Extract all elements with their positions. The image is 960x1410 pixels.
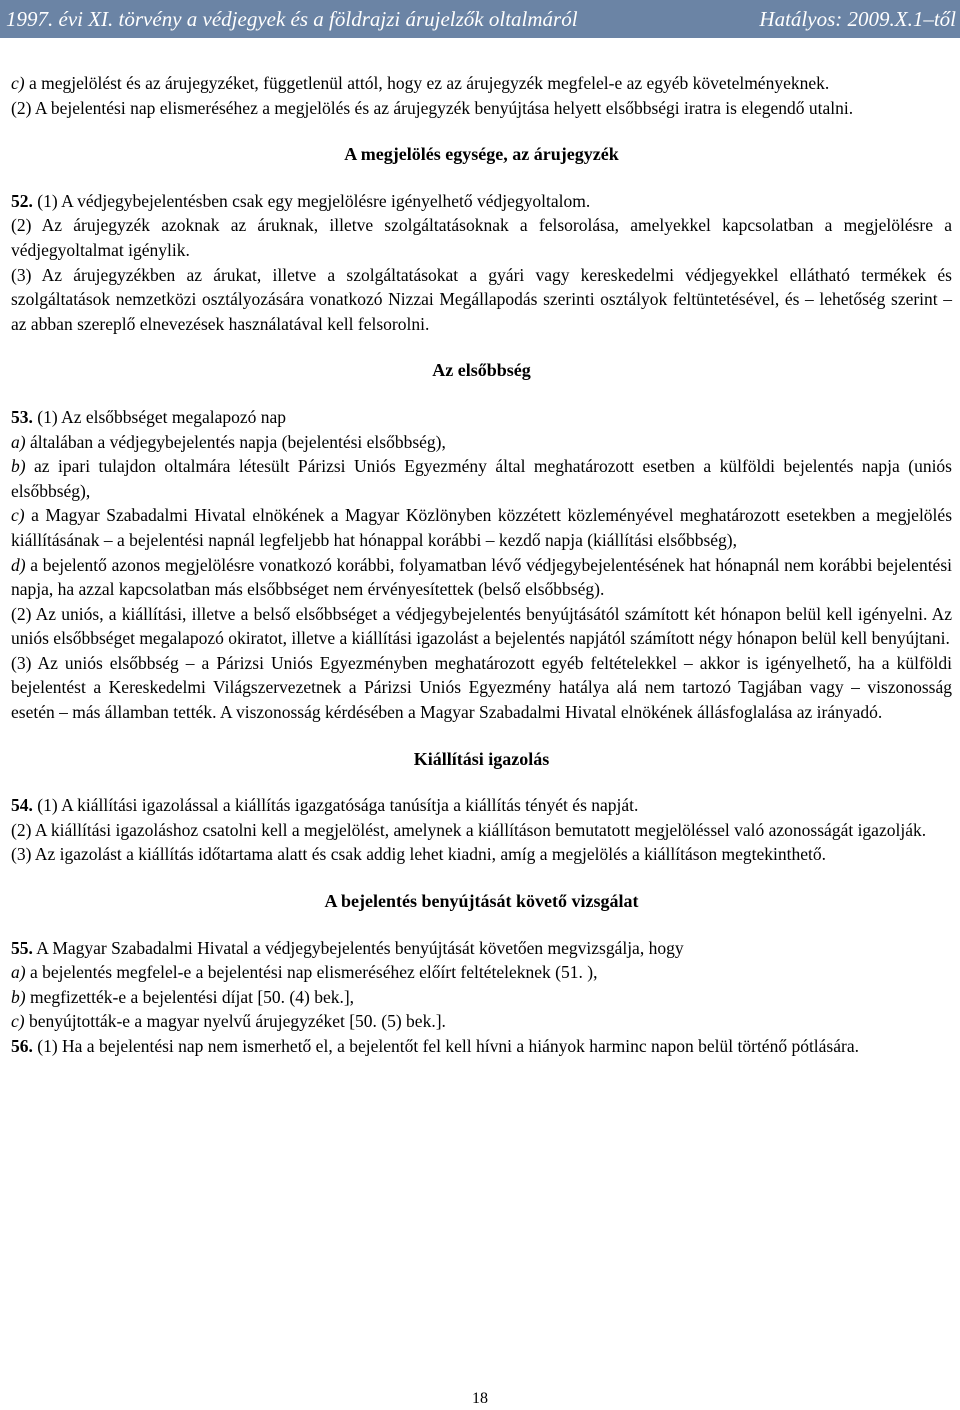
paragraph: (3) Az igazolást a kiállítás időtartama alatt és csak addig lehet kiadni, amíg a megjelölés a kiállításon megtekinthető. (11, 844, 826, 865)
section-number: 54. (11, 795, 33, 816)
page-number: 18 (472, 1390, 488, 1407)
section-heading: Kiállítási igazolás (413, 748, 550, 769)
paragraph: 54. (1) A kiállítási igazolással a kiállítás igazgatósága tanúsítja a kiállítás tényét és napját. (11, 795, 639, 816)
paragraph: 56. (1) Ha a bejelentési nap nem ismerhető el, a bejelentőt fel kell hívni a hiányok harminc napon belül történő pótlására. (11, 1036, 859, 1056)
section-heading: A megjelölés egysége, az árujegyzék (344, 144, 619, 165)
header-effective-date: Hatályos: 2009.X.1–től (759, 7, 956, 31)
section-number: 56. (11, 1036, 33, 1056)
item-label: d) (11, 554, 26, 575)
section-number: 53. (11, 406, 33, 427)
section-heading: Az elsőbbség (432, 360, 531, 381)
paragraph: 55. A Magyar Szabadalmi Hivatal a védjegybejelentés benyújtását követően megvizsgálja, hogy (11, 937, 684, 958)
paragraph: c) a Magyar Szabadalmi Hivatal elnökének a Magyar Közlönyben közzétett közleményével meghatározott esetekben a megjelölés kiállításának – a bejelentési napnál legfeljebb hat hónappal korábbi – kezdő napja (kiállítási elsőbbség), (11, 505, 952, 550)
paragraph: c) a megjelölést és az árujegyzéket, függetlenül attól, hogy ez az árujegyzék megfelel-e az egyéb követelményeknek. (11, 73, 830, 93)
paragraph: d) a bejelentő azonos megjelölésre vonatkozó korábbi, folyamatban lévő védjegybejelentésének hat hónapnál nem korábbi bejelentési napja, ha azzal kapcsolatban más elsőbbséget nem érvényesítettek (belső elsőbbség). (11, 554, 952, 600)
item-label: b) (11, 986, 26, 1007)
item-label: c) (11, 505, 25, 526)
item-label: a) (11, 431, 26, 452)
document-header (0, 0, 960, 38)
paragraph: (2) A bejelentési nap elismeréséhez a megjelölés és az árujegyzék benyújtása helyett elsőbbségi iratra is elegendő utalni. (11, 97, 854, 118)
paragraph: (3) Az uniós elsőbbség – a Párizsi Uniós Egyezményben meghatározott egyéb feltételekkel – akkor is igényelhető, ha a külföldi bejelentést a Kereskedelmi Világszervezetnek a Párizsi Uniós Egyezmény hatálya alá nem tartozó Tagjában vagy – viszonosság esetén – más államban tették. A viszonosság kérdésében a Magyar Szabadalmi Hivatal elnökének állásfoglalása az irányadó. (11, 652, 952, 723)
paragraph: b) megfizették-e a bejelentési díjat [50. (4) bek.], (11, 986, 355, 1007)
section-heading: A bejelentés benyújtását követő vizsgálat (324, 891, 639, 912)
section-number: 55. (11, 937, 33, 958)
paragraph: b) az ipari tulajdon oltalmára létesült Párizsi Uniós Egyezmény által meghatározott esetben a külföldi bejelentés napja (uniós elsőbbség), (11, 456, 952, 501)
paragraph: c) benyújtották-e a magyar nyelvű árujegyzéket [50. (5) bek.]. (11, 1011, 446, 1032)
paragraph: (3) Az árujegyzékben az árukat, illetve a szolgáltatásokat a gyári vagy kereskedelmi védjegyekkel ellátható termékek és szolgáltatások nemzetközi osztályozására vonatkozó Nizzai Megállapodás szerinti osztályok feltüntetésével, és – lehetőség szerint – az abban szereplő elnevezések használatával kell felsorolni. (11, 264, 952, 334)
paragraph: (2) Az árujegyzék azoknak az áruknak, illetve szolgáltatásoknak a felsorolása, amelyekkel kapcsolatban a megjelölésre a védjegyoltalmat igénylik. (11, 215, 952, 260)
document-body (11, 71, 952, 1059)
paragraph: (2) A kiállítási igazoláshoz csatolni kell a megjelölést, amelynek a kiállításon bemutatott megjelöléssel való azonosságát igazolják. (11, 819, 927, 840)
item-label: c) (11, 73, 25, 93)
paragraph: (2) Az uniós, a kiállítási, illetve a belső elsőbbséget a védjegybejelentés benyújtásától számított két hónapon belül kell igényelni. Az uniós elsőbbséget megalapozó okiratot, illetve a kiállítási igazolást a bejelentés napjától számított négy hónapon belül kell benyújtani. (11, 603, 952, 649)
paragraph: 52. (1) A védjegybejelentésben csak egy megjelölésre igényelhető védjegyoltalom. (11, 190, 591, 211)
item-label: a) (11, 962, 26, 983)
header-title: 1997. évi XI. törvény a védjegyek és a földrajzi árujelzők oltalmáról (6, 7, 578, 31)
paragraph: a) általában a védjegybejelentés napja (bejelentési elsőbbség), (11, 431, 446, 452)
paragraph: 53. (1) Az elsőbbséget megalapozó nap (11, 406, 287, 427)
item-label: b) (11, 456, 26, 477)
paragraph: a) a bejelentés megfelel-e a bejelentési nap elismeréséhez előírt feltételeknek (51. ), (11, 962, 598, 983)
section-number: 52. (11, 190, 33, 211)
item-label: c) (11, 1011, 25, 1032)
